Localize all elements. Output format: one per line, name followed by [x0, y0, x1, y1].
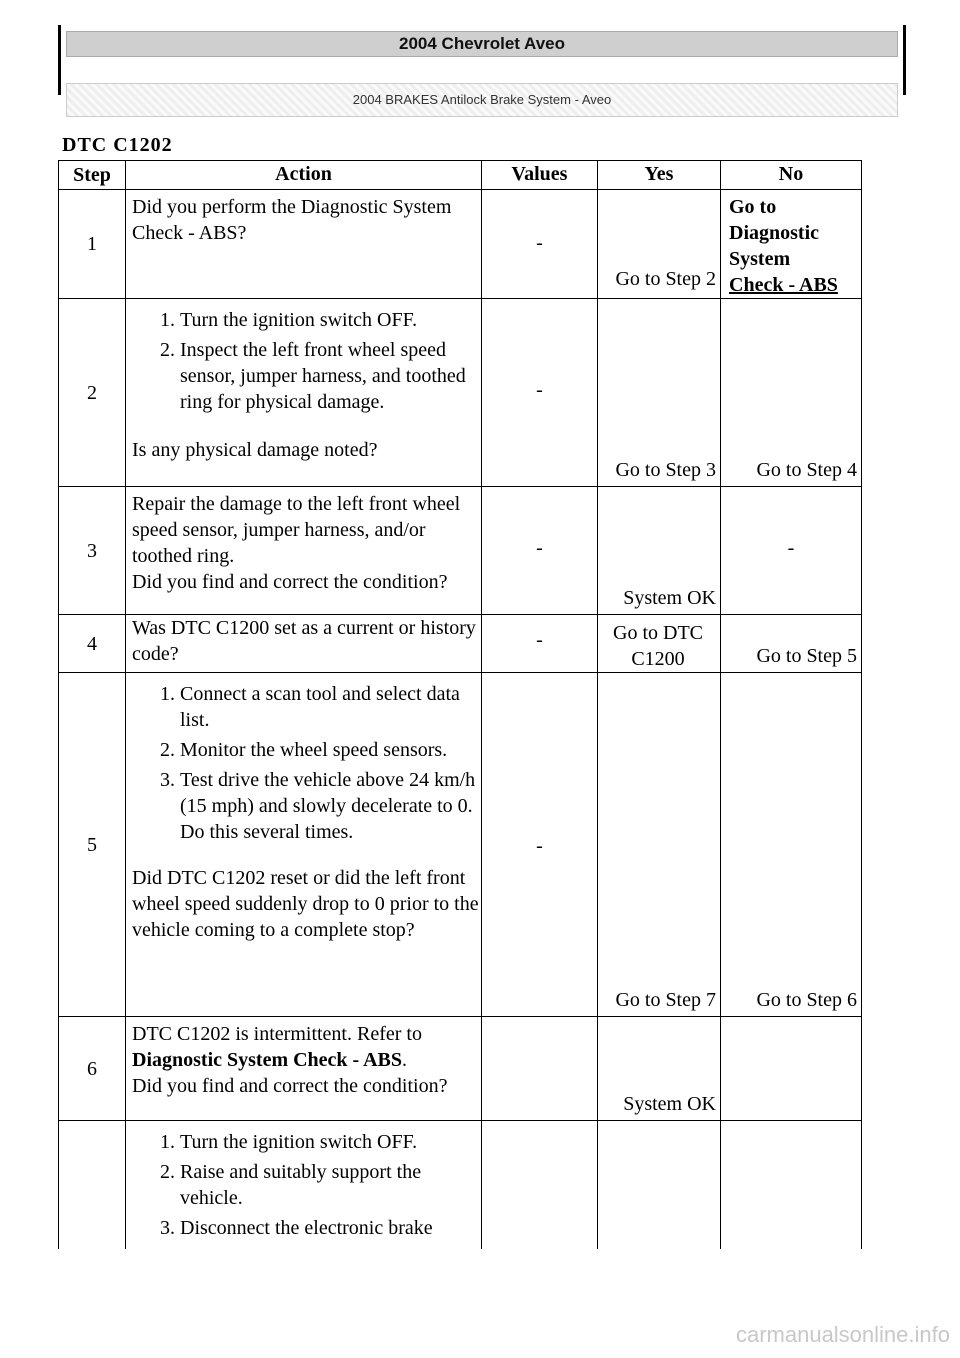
diagnostic-system-check-reference[interactable]: Diagnostic System Check - ABS	[132, 1049, 403, 1071]
step-number	[59, 1121, 126, 1249]
no-cell: Go to Step 6	[756, 989, 857, 1011]
diagnostic-table	[58, 160, 862, 1249]
table-row	[59, 1017, 862, 1121]
action-text: Was DTC C1200 set as a current or history code?	[126, 615, 482, 673]
col-no-header: No	[721, 161, 862, 190]
step-number: 5	[59, 673, 126, 1017]
yes-cell: System OK	[623, 587, 716, 609]
procedure-steps	[132, 307, 479, 415]
no-cell: Go to Step 4	[756, 459, 857, 481]
header-subtitle: 2004 BRAKES Antilock Brake System - Aveo	[66, 83, 898, 117]
procedure-step: 1. Turn the ignition switch OFF.	[180, 1129, 479, 1155]
yes-cell: Go to Step 3	[615, 459, 716, 481]
procedure-step: 3. Disconnect the electronic brake	[180, 1215, 479, 1241]
step-number: 2	[59, 299, 126, 487]
table-row	[59, 615, 862, 673]
action-text: Repair the damage to the left front wheel speed sensor, jumper harness, and/or toothed ring.	[132, 493, 461, 567]
dtc-title: DTC C1202	[62, 134, 173, 156]
value-cell: -	[536, 835, 543, 857]
question-text: Is any physical damage noted?	[132, 439, 378, 461]
procedure-steps	[132, 1129, 479, 1241]
step-number: 6	[59, 1017, 126, 1121]
value-cell: -	[536, 537, 543, 559]
col-yes-header: Yes	[598, 161, 721, 190]
table-row	[59, 1121, 862, 1249]
table-header-row	[59, 161, 862, 190]
action-text: DTC C1202 is intermittent. Refer to	[132, 1023, 422, 1045]
col-action-header: Action	[126, 161, 482, 190]
yes-cell: Go to Step 2	[615, 268, 716, 290]
value-cell: -	[536, 379, 543, 401]
step-number: 4	[59, 615, 126, 673]
header-title: 2004 Chevrolet Aveo	[66, 31, 898, 57]
no-cell: Go to Step 5	[756, 645, 857, 667]
procedure-step: 2. Inspect the left front wheel speed sensor, jumper harness, and toothed ring for physical damage.	[180, 337, 479, 415]
header-left-rule	[58, 25, 61, 95]
action-end: .	[402, 1049, 408, 1071]
col-step-header: Step	[59, 161, 126, 190]
table-row	[59, 190, 862, 299]
step-number: 3	[59, 487, 126, 615]
procedure-step: 2. Monitor the wheel speed sensors.	[180, 737, 479, 763]
yes-cell: Go to Step 7	[615, 989, 716, 1011]
no-cell-text: Go to Diagnostic System	[729, 196, 819, 270]
procedure-step: 3. Test drive the vehicle above 24 km/h (15 mph) and slowly decelerate to 0. Do this several times.	[180, 767, 479, 845]
question-text: Did you find and correct the condition?	[132, 571, 448, 593]
header-right-rule	[903, 25, 906, 95]
table-row	[59, 299, 862, 487]
action-text: Did you perform the Diagnostic System Check - ABS?	[126, 190, 482, 299]
question-text: Did you find and correct the condition?	[132, 1075, 448, 1097]
procedure-step: 1. Connect a scan tool and select data list.	[180, 681, 479, 733]
table-row	[59, 487, 862, 615]
procedure-step: 1. Turn the ignition switch OFF.	[180, 307, 479, 333]
col-values-header: Values	[482, 161, 598, 190]
value-cell: -	[536, 629, 543, 651]
procedure-step: 2. Raise and suitably support the vehicle.	[180, 1159, 479, 1211]
go-to-dtc-c1200-link[interactable]: Go to DTC C1200	[613, 622, 703, 670]
step-number: 1	[59, 190, 126, 299]
no-cell: -	[787, 537, 795, 559]
watermark: carmanualsonline.info	[735, 1322, 950, 1347]
yes-cell: System OK	[623, 1093, 716, 1115]
diagnostic-system-check-link[interactable]: Check - ABS	[729, 274, 838, 296]
table-row	[59, 673, 862, 1017]
page-header	[58, 25, 906, 107]
question-text: Did DTC C1202 reset or did the left front wheel speed suddenly drop to 0 prior to the vehicle coming to a complete stop?	[132, 867, 479, 941]
procedure-steps	[132, 681, 479, 845]
value-cell: -	[536, 232, 543, 254]
